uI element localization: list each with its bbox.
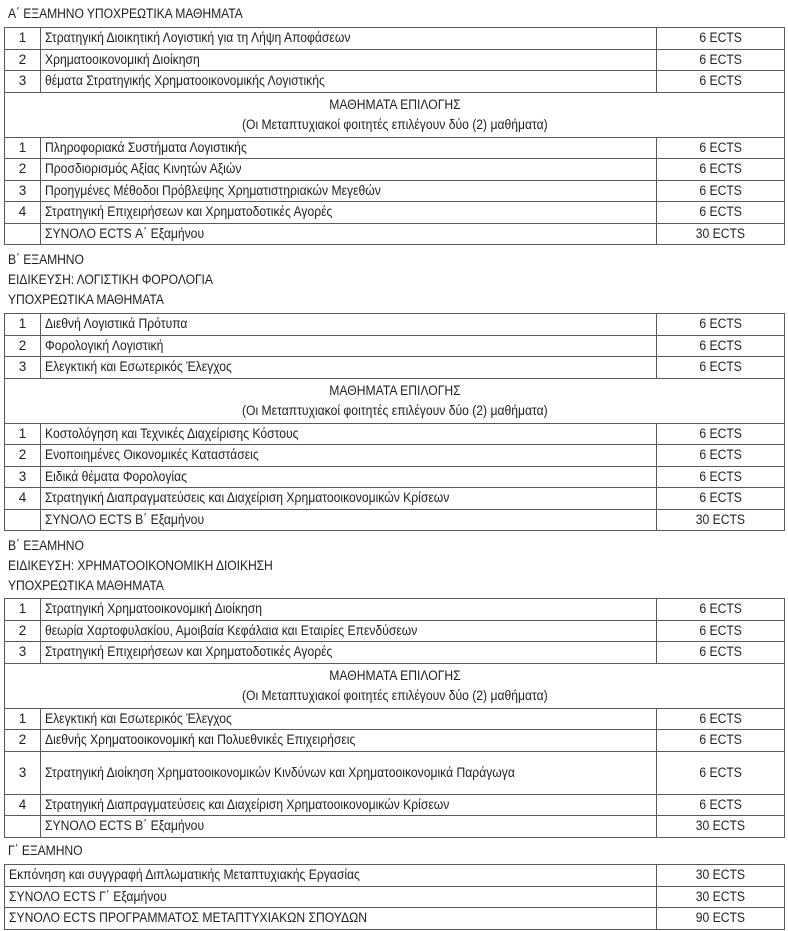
elective-note: (Οι Μεταπτυχιακοί φοιτητές επιλέγουν δύο (2) μαθήματα): [241, 116, 548, 132]
table-row: [5, 28, 785, 50]
course-name: Προσδιορισμός Αξίας Κινητών Αξιών: [41, 159, 657, 181]
program-total-value: 90 ECTS: [657, 908, 785, 930]
course-number: 2: [5, 49, 41, 71]
elective-header: [5, 663, 785, 708]
course-ects: 6 ECTS: [657, 159, 785, 181]
course-number: 1: [5, 137, 41, 159]
table-row: [5, 180, 785, 202]
course-name: Ελεγκτική και Εσωτερικός Έλεγχος: [41, 357, 657, 379]
course-number: 1: [5, 28, 41, 50]
elective-header-row: [5, 378, 785, 423]
table-row: [5, 708, 785, 730]
table-row: [5, 159, 785, 181]
course-number: 1: [5, 599, 41, 621]
course-ects: 6 ECTS: [657, 599, 785, 621]
semester-c-heading: Γ΄ ΕΞΑΜΗΝΟ: [8, 843, 83, 858]
semester-b-tax-table: [4, 313, 785, 531]
table-row: [5, 423, 785, 445]
course-ects: 6 ECTS: [657, 423, 785, 445]
course-number: 1: [5, 708, 41, 730]
elective-header: [5, 92, 785, 137]
course-number: 2: [5, 159, 41, 181]
empty-cell: [5, 509, 41, 531]
total-label: ΣΥΝΟΛΟ ECTS Β΄ Εξαμήνου: [41, 816, 657, 838]
course-name: Πληροφοριακά Συστήματα Λογιστικής: [41, 137, 657, 159]
course-name: Στρατηγική Χρηματοοικονομική Διοίκηση: [41, 599, 657, 621]
semester-a-table: [4, 27, 785, 245]
total-row: [5, 886, 785, 908]
course-name: Ελεγκτική και Εσωτερικός Έλεγχος: [41, 708, 657, 730]
table-row: [5, 49, 785, 71]
table-row: [5, 865, 785, 887]
course-name: Φορολογική Λογιστική: [41, 335, 657, 357]
course-ects: 6 ECTS: [657, 49, 785, 71]
total-row: [5, 509, 785, 531]
course-name: Εκπόνηση και συγγραφή Διπλωματικής Μεταπτυχιακής Εργασίας: [5, 865, 657, 887]
table-row: [5, 620, 785, 642]
elective-title: ΜΑΘΗΜΑΤΑ ΕΠΙΛΟΓΗΣ: [328, 382, 461, 398]
course-name: Ειδικά θέματα Φορολογίας: [41, 466, 657, 488]
course-name: Κοστολόγηση και Τεχνικές Διαχείρισης Κόστους: [41, 423, 657, 445]
course-number: 3: [5, 180, 41, 202]
empty-cell: [5, 816, 41, 838]
semester-b-fin-mandatory-heading: ΥΠΟΧΡΕΩΤΙΚΑ ΜΑΘΗΜΑΤΑ: [8, 578, 164, 593]
course-name: Στρατηγική Διαπραγματεύσεις και Διαχείριση Χρηματοοικονομικών Κρίσεων: [41, 794, 657, 816]
table-row: [5, 445, 785, 467]
semester-b-tax-mandatory-heading: ΥΠΟΧΡΕΩΤΙΚΑ ΜΑΘΗΜΑΤΑ: [8, 292, 164, 307]
program-total-label: ΣΥΝΟΛΟ ECTS ΠΡΟΓΡΑΜΜΑΤΟΣ ΜΕΤΑΠΤΥΧΙΑΚΩΝ ΣΠΟΥΔΩΝ: [5, 908, 657, 930]
elective-note: (Οι Μεταπτυχιακοί φοιτητές επιλέγουν δύο (2) μαθήματα): [241, 402, 548, 418]
course-name: θέματα Στρατηγικής Χρηματοοικονομικής Λογιστικής: [41, 71, 657, 93]
course-ects: 6 ECTS: [657, 180, 785, 202]
semester-b-fin-table: [4, 598, 785, 838]
course-ects: 6 ECTS: [657, 488, 785, 510]
course-name: Στρατηγική Διοικητική Λογιστική για τη Λήψη Αποφάσεων: [41, 28, 657, 50]
total-value: 30 ECTS: [657, 816, 785, 838]
course-number: 4: [5, 488, 41, 510]
course-ects: 6 ECTS: [657, 642, 785, 664]
elective-title: ΜΑΘΗΜΑΤΑ ΕΠΙΛΟΓΗΣ: [328, 667, 461, 683]
table-row: [5, 599, 785, 621]
course-number: 3: [5, 357, 41, 379]
course-name: Στρατηγική Διαπραγματεύσεις και Διαχείριση Χρηματοοικονομικών Κρίσεων: [41, 488, 657, 510]
table-row: [5, 357, 785, 379]
empty-cell: [5, 223, 41, 245]
course-ects: 6 ECTS: [657, 466, 785, 488]
course-name: Στρατηγική Διοίκηση Χρηματοοικονομικών Κινδύνων και Χρηματοοικονομικά Παράγωγα: [41, 751, 657, 794]
course-ects: 6 ECTS: [657, 137, 785, 159]
elective-header: [5, 378, 785, 423]
total-label: ΣΥΝΟΛΟ ECTS Β΄ Εξαμήνου: [41, 509, 657, 531]
table-row: [5, 466, 785, 488]
elective-note: (Οι Μεταπτυχιακοί φοιτητές επιλέγουν δύο (2) μαθήματα): [241, 687, 548, 703]
course-ects: 6 ECTS: [657, 335, 785, 357]
semester-b-fin-heading: Β΄ ΕΞΑΜΗΝΟ: [8, 538, 84, 553]
course-ects: 6 ECTS: [657, 445, 785, 467]
course-name: Διεθνής Χρηματοοικονομική και Πολυεθνικές Επιχειρήσεις: [41, 730, 657, 752]
elective-title: ΜΑΘΗΜΑΤΑ ΕΠΙΛΟΓΗΣ: [328, 96, 461, 112]
total-label: ΣΥΝΟΛΟ ECTS Α΄ Εξαμήνου: [41, 223, 657, 245]
course-ects: 6 ECTS: [657, 28, 785, 50]
semester-b-tax-specialization: ΕΙΔΙΚΕΥΣΗ: ΛΟΓΙΣΤΙΚΗ ΦΟΡΟΛΟΓΙΑ: [8, 272, 213, 287]
table-row: [5, 202, 785, 224]
course-name: Στρατηγική Επιχειρήσεων και Χρηματοδοτικές Αγορές: [41, 202, 657, 224]
total-label: ΣΥΝΟΛΟ ECTS Γ΄ Εξαμήνου: [5, 886, 657, 908]
course-number: 2: [5, 335, 41, 357]
table-row: [5, 794, 785, 816]
total-value: 30 ECTS: [657, 509, 785, 531]
course-number: 1: [5, 314, 41, 336]
elective-header-row: [5, 92, 785, 137]
table-row: [5, 71, 785, 93]
course-name: Διεθνή Λογιστικά Πρότυπα: [41, 314, 657, 336]
table-row: [5, 314, 785, 336]
course-number: 2: [5, 730, 41, 752]
course-ects: 30 ECTS: [657, 865, 785, 887]
table-row: [5, 751, 785, 794]
course-number: 4: [5, 202, 41, 224]
course-ects: 6 ECTS: [657, 708, 785, 730]
course-name: θεωρία Χαρτοφυλακίου, Αμοιβαία Κεφάλαια και Εταιρίες Επενδύσεων: [41, 620, 657, 642]
course-number: 3: [5, 751, 41, 794]
course-number: 4: [5, 794, 41, 816]
course-ects: 6 ECTS: [657, 751, 785, 794]
course-ects: 6 ECTS: [657, 794, 785, 816]
course-name: Προηγμένες Μέθοδοι Πρόβλεψης Χρηματιστηριακών Μεγεθών: [41, 180, 657, 202]
course-number: 2: [5, 620, 41, 642]
table-row: [5, 642, 785, 664]
table-row: [5, 488, 785, 510]
course-number: 1: [5, 423, 41, 445]
course-number: 2: [5, 445, 41, 467]
semester-a-heading: Α΄ ΕΞΑΜΗΝΟ ΥΠΟΧΡΕΩΤΙΚΑ ΜΑΘΗΜΑΤΑ: [8, 6, 243, 21]
table-row: [5, 730, 785, 752]
course-name: Χρηματοοικονομική Διοίκηση: [41, 49, 657, 71]
course-ects: 6 ECTS: [657, 71, 785, 93]
total-row: [5, 816, 785, 838]
elective-header-row: [5, 663, 785, 708]
course-ects: 6 ECTS: [657, 314, 785, 336]
semester-b-tax-heading: Β΄ ΕΞΑΜΗΝΟ: [8, 252, 84, 267]
course-name: Στρατηγική Επιχειρήσεων και Χρηματοδοτικές Αγορές: [41, 642, 657, 664]
total-row: [5, 223, 785, 245]
table-row: [5, 335, 785, 357]
course-number: 3: [5, 71, 41, 93]
course-number: 3: [5, 642, 41, 664]
semester-b-fin-specialization: ΕΙΔΙΚΕΥΣΗ: ΧΡΗΜΑΤΟΟΙΚΟΝΟΜΙΚΗ ΔΙΟΙΚΗΣΗ: [8, 558, 273, 573]
table-row: [5, 137, 785, 159]
course-ects: 6 ECTS: [657, 730, 785, 752]
course-ects: 6 ECTS: [657, 202, 785, 224]
course-number: 3: [5, 466, 41, 488]
course-ects: 6 ECTS: [657, 357, 785, 379]
course-ects: 6 ECTS: [657, 620, 785, 642]
semester-c-table: [4, 864, 785, 930]
total-value: 30 ECTS: [657, 886, 785, 908]
program-total-row: [5, 908, 785, 930]
total-value: 30 ECTS: [657, 223, 785, 245]
course-name: Ενοποιημένες Οικονομικές Καταστάσεις: [41, 445, 657, 467]
